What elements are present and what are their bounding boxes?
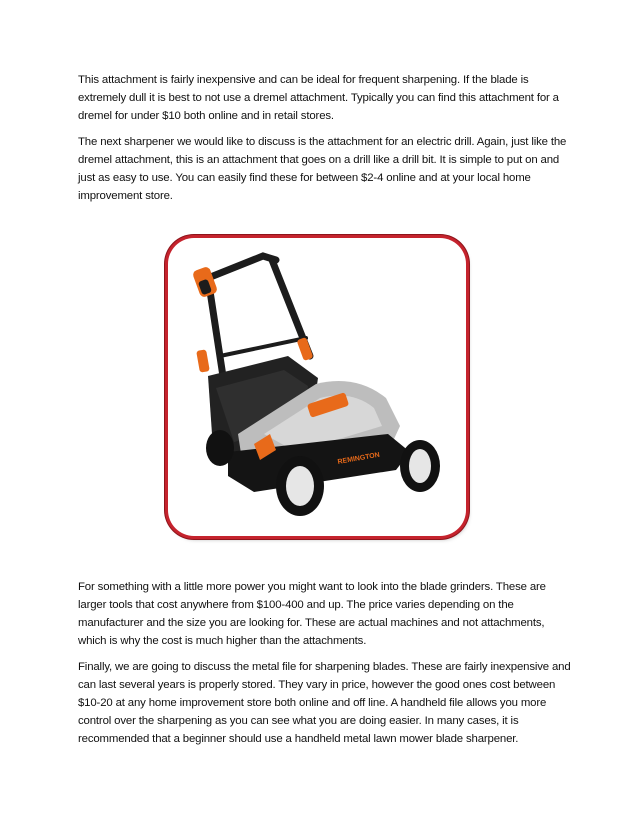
lawn-mower-illustration <box>168 238 466 536</box>
paragraph-dremel-attachment: This attachment is fairly inexpensive and can be ideal for frequent sharpening. If the blade is extremely dull it is best to not use a dremel attachment. Typically you can find this attachment for a dremel for under $10 both online and in retail stores. <box>78 74 559 122</box>
paragraph-metal-file: Finally, we are going to discuss the metal file for sharpening blades. These are fairly inexpensive and can last several years is properly stored. They vary in price, however the good ones cost between $10-20 at any home improvement store both online and off line. A handheld file allows you more control over the sharpening as you can see what you are doing easier. In many cases, it is recommended that a beginner should use a handheld metal lawn mower blade sharpener. <box>78 661 571 745</box>
lawn-mower-image <box>168 238 466 536</box>
paragraph-blade-grinders: For something with a little more power you might want to look into the blade grinders. These are larger tools that cost anywhere from $100-400 and up. The price varies depending on the manufacturer and the size you are looking for. These are actual machines and not attachments, which is why the cost is much higher than the attachments. <box>78 581 546 647</box>
paragraph-drill-attachment: The next sharpener we would like to discuss is the attachment for an electric drill. Again, just like the dremel attachment, this is an attachment that goes on a drill like a drill bit. It is simple to put on and just as easy to use. You can easily find these for between $2-4 online and at your local home improvement store. <box>78 136 567 202</box>
brand-text: REMINGTON <box>337 451 381 466</box>
